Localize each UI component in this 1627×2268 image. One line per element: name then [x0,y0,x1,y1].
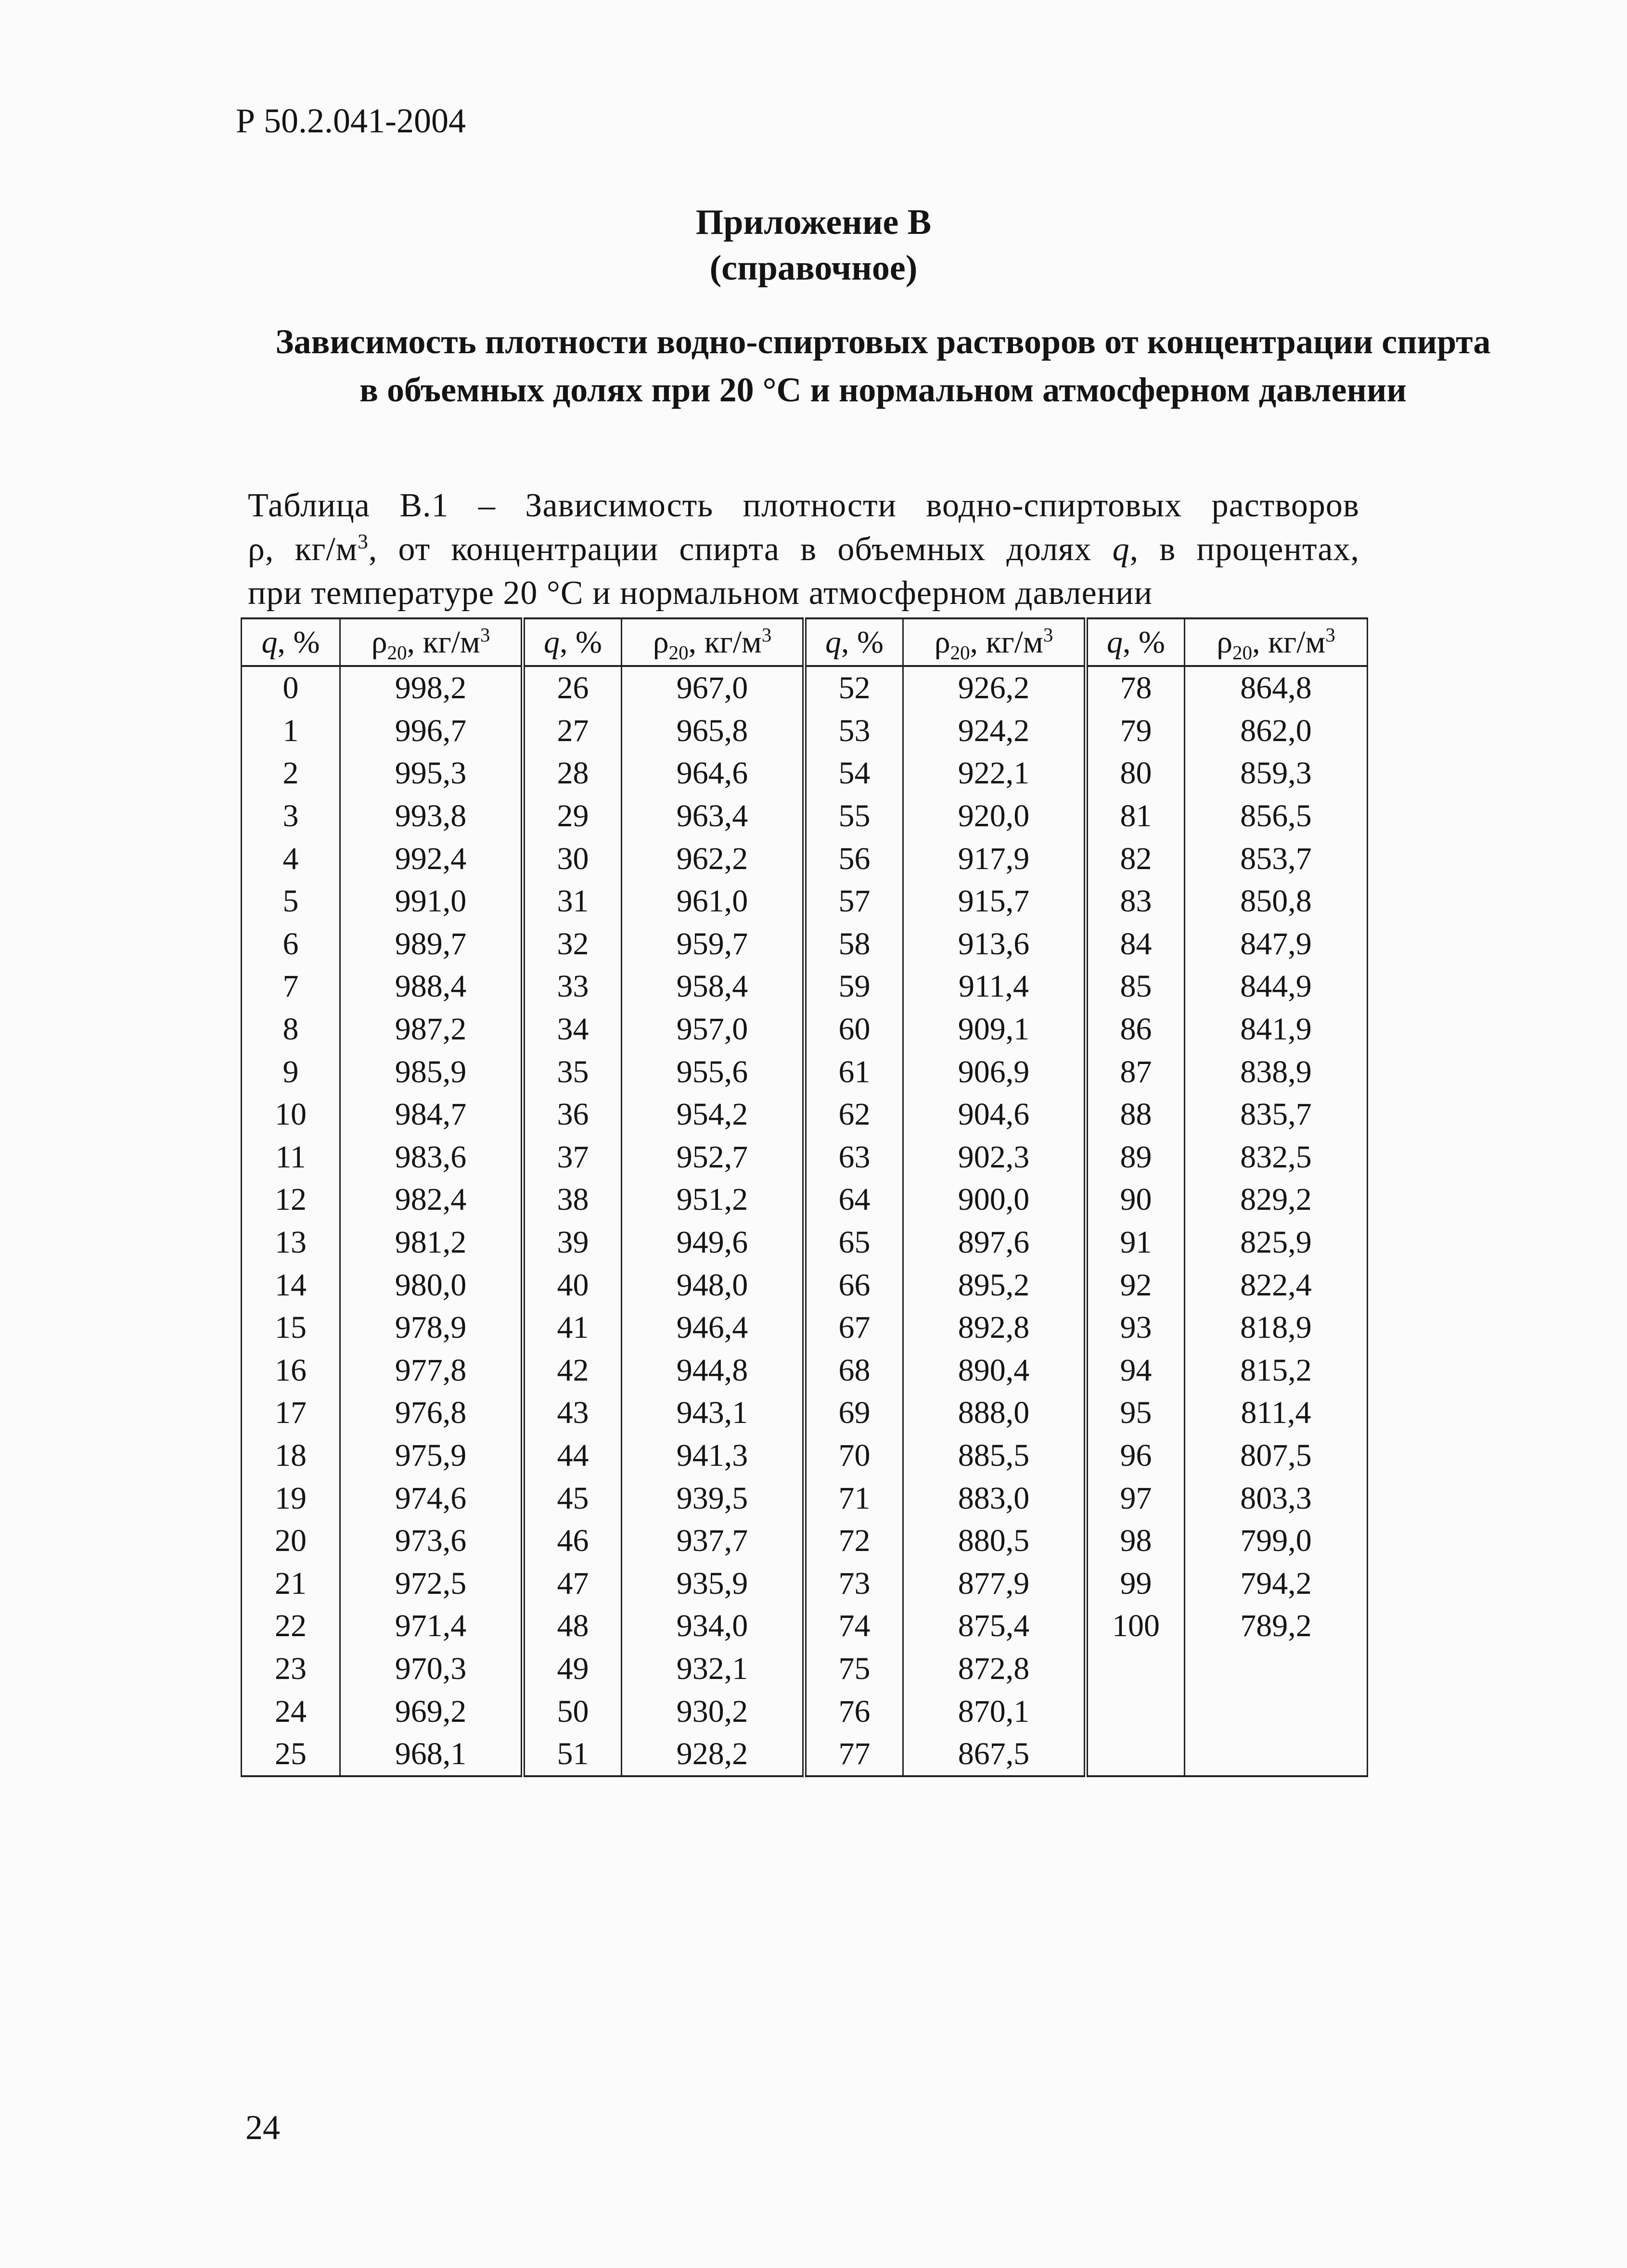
cell-rho: 811,4 [1185,1392,1368,1435]
header-rho-sup: 3 [1043,624,1053,646]
header-rho-unit: , кг/м [407,624,480,660]
caption-rho: ρ, кг/м [248,531,358,568]
header-q-symbol: q [261,624,278,660]
table-row [242,965,1368,1008]
table-row [242,1093,1368,1136]
cell-q [1086,1733,1185,1777]
cell-rho: 967,0 [622,666,805,710]
cell-rho: 841,9 [1185,1008,1368,1051]
cell-q: 63 [805,1136,903,1179]
cell-q: 21 [242,1562,340,1605]
cell-q: 83 [1086,880,1185,923]
cell-rho: 991,0 [340,880,523,923]
header-q-unit: , % [560,624,602,660]
cell-rho: 952,7 [622,1136,805,1179]
cell-rho: 825,9 [1185,1221,1368,1264]
cell-rho: 818,9 [1185,1307,1368,1349]
cell-rho: 993,8 [340,795,523,838]
header-rho-sup: 3 [761,624,772,646]
cell-q: 62 [805,1093,903,1136]
cell-q: 85 [1086,965,1185,1008]
section-title: Зависимость плотности водно-спиртовых растворов от концентрации спирта в объемных долях при 20 °С и нормальном атмосферном давлении [275,322,1491,409]
table-row [242,752,1368,795]
cell-q: 95 [1086,1392,1185,1435]
cell-q: 79 [1086,710,1185,753]
cell-rho: 917,9 [903,837,1086,880]
header-q [1086,618,1185,666]
cell-q: 55 [805,795,903,838]
cell-q: 100 [1086,1605,1185,1648]
table-row [242,1392,1368,1435]
density-table-wrapper [241,617,1367,1777]
cell-q: 48 [523,1605,622,1648]
cell-q: 54 [805,752,903,795]
table-row [242,1605,1368,1648]
table-row [242,1435,1368,1477]
cell-rho: 932,1 [622,1648,805,1691]
cell-q: 92 [1086,1264,1185,1307]
cell-q: 28 [523,752,622,795]
cell-rho: 850,8 [1185,880,1368,923]
table-row [242,1349,1368,1392]
table-row [242,666,1368,710]
cell-q: 29 [523,795,622,838]
cell-rho: 989,7 [340,923,523,966]
table-row [242,1179,1368,1221]
cell-q: 64 [805,1179,903,1221]
cell-q: 50 [523,1690,622,1733]
cell-rho: 829,2 [1185,1179,1368,1221]
cell-rho: 957,0 [622,1008,805,1051]
cell-q: 86 [1086,1008,1185,1051]
header-q-symbol: q [825,624,841,660]
cell-q: 15 [242,1307,340,1349]
cell-q [1086,1648,1185,1691]
table-row [242,1307,1368,1349]
header-rho-sup: 3 [480,624,490,646]
cell-rho: 835,7 [1185,1093,1368,1136]
cell-q: 53 [805,710,903,753]
cell-q: 84 [1086,923,1185,966]
cell-rho: 941,3 [622,1435,805,1477]
cell-rho: 992,4 [340,837,523,880]
cell-q: 56 [805,837,903,880]
cell-rho: 807,5 [1185,1435,1368,1477]
cell-q: 32 [523,923,622,966]
cell-rho: 803,3 [1185,1477,1368,1520]
cell-q: 37 [523,1136,622,1179]
cell-rho: 946,4 [622,1307,805,1349]
header-q-symbol: q [544,624,560,660]
cell-rho: 984,7 [340,1093,523,1136]
cell-rho: 971,4 [340,1605,523,1648]
cell-q: 98 [1086,1520,1185,1563]
table-body [242,666,1368,1776]
header-q [805,618,903,666]
header-rho-sub: 20 [950,641,970,664]
header-rho-unit: , кг/м [688,624,762,660]
cell-rho: 815,2 [1185,1349,1368,1392]
cell-rho [1185,1733,1368,1777]
document-code: Р 50.2.041-2004 [236,102,466,140]
header-q-unit: , % [277,624,320,660]
cell-rho: 872,8 [903,1648,1086,1691]
cell-rho: 890,4 [903,1349,1086,1392]
cell-rho: 847,9 [1185,923,1368,966]
cell-q: 71 [805,1477,903,1520]
cell-rho: 937,7 [622,1520,805,1563]
cell-rho: 856,5 [1185,795,1368,838]
header-rho [903,618,1086,666]
cell-rho: 975,9 [340,1435,523,1477]
cell-rho: 935,9 [622,1562,805,1605]
cell-rho: 926,2 [903,666,1086,710]
cell-rho: 924,2 [903,710,1086,753]
header-q [242,618,340,666]
cell-rho: 985,9 [340,1051,523,1093]
cell-q: 93 [1086,1307,1185,1349]
cell-rho: 875,4 [903,1605,1086,1648]
cell-rho: 965,8 [622,710,805,753]
cell-rho: 822,4 [1185,1264,1368,1307]
cell-rho: 995,3 [340,752,523,795]
cell-q: 2 [242,752,340,795]
cell-q: 60 [805,1008,903,1051]
cell-q: 24 [242,1690,340,1733]
cell-q: 39 [523,1221,622,1264]
cell-q: 51 [523,1733,622,1777]
cell-q: 97 [1086,1477,1185,1520]
header-rho-sub: 20 [387,641,407,664]
cell-rho: 973,6 [340,1520,523,1563]
cell-rho: 951,2 [622,1179,805,1221]
cell-q: 61 [805,1051,903,1093]
cell-rho: 888,0 [903,1392,1086,1435]
cell-q: 36 [523,1093,622,1136]
header-rho-sub: 20 [1232,641,1253,664]
cell-q: 68 [805,1349,903,1392]
cell-q: 0 [242,666,340,710]
cell-q: 12 [242,1179,340,1221]
cell-q: 14 [242,1264,340,1307]
table-row [242,1648,1368,1691]
cell-q: 45 [523,1477,622,1520]
cell-rho: 832,5 [1185,1136,1368,1179]
table-row [242,1221,1368,1264]
header-rho [340,618,523,666]
cell-rho: 789,2 [1185,1605,1368,1648]
cell-q: 27 [523,710,622,753]
cell-rho: 915,7 [903,880,1086,923]
cell-q: 19 [242,1477,340,1520]
cell-q: 16 [242,1349,340,1392]
cell-rho: 909,1 [903,1008,1086,1051]
cell-rho: 996,7 [340,710,523,753]
cell-rho: 980,0 [340,1264,523,1307]
cell-q: 77 [805,1733,903,1777]
cell-q: 8 [242,1008,340,1051]
cell-rho: 885,5 [903,1435,1086,1477]
cell-rho: 799,0 [1185,1520,1368,1563]
cell-q: 52 [805,666,903,710]
cell-q: 25 [242,1733,340,1777]
cell-rho: 981,2 [340,1221,523,1264]
cell-rho: 961,0 [622,880,805,923]
table-row [242,880,1368,923]
cell-rho: 883,0 [903,1477,1086,1520]
header-rho-symbol: ρ [934,624,950,660]
cell-q: 38 [523,1179,622,1221]
cell-q: 3 [242,795,340,838]
cell-rho: 880,5 [903,1520,1086,1563]
cell-q: 17 [242,1392,340,1435]
cell-q: 49 [523,1648,622,1691]
table-row [242,795,1368,838]
cell-q: 40 [523,1264,622,1307]
cell-rho: 864,8 [1185,666,1368,710]
cell-q: 7 [242,965,340,1008]
cell-rho: 892,8 [903,1307,1086,1349]
table-header-row [242,618,1368,666]
header-rho [1185,618,1368,666]
cell-rho: 982,4 [340,1179,523,1221]
cell-q: 78 [1086,666,1185,710]
cell-rho: 987,2 [340,1008,523,1051]
cell-q: 6 [242,923,340,966]
header-rho-symbol: ρ [371,624,387,660]
table-caption [248,484,1359,615]
cell-q: 82 [1086,837,1185,880]
cell-q: 9 [242,1051,340,1093]
cell-rho: 859,3 [1185,752,1368,795]
cell-q: 75 [805,1648,903,1691]
cell-rho: 978,9 [340,1307,523,1349]
cell-rho: 913,6 [903,923,1086,966]
cell-rho: 928,2 [622,1733,805,1777]
cell-q [1086,1690,1185,1733]
cell-q: 42 [523,1349,622,1392]
cell-q: 76 [805,1690,903,1733]
cell-q: 18 [242,1435,340,1477]
cell-rho: 948,0 [622,1264,805,1307]
cell-q: 59 [805,965,903,1008]
cell-rho: 963,4 [622,795,805,838]
caption-line-2 [248,527,1359,571]
cell-q: 43 [523,1392,622,1435]
cell-q: 20 [242,1520,340,1563]
cell-q: 70 [805,1435,903,1477]
cell-q: 35 [523,1051,622,1093]
annex-title: Приложение В [695,203,932,242]
header-rho-symbol: ρ [653,624,669,660]
header-q-symbol: q [1107,624,1123,660]
header-q-unit: , % [841,624,884,660]
cell-q: 34 [523,1008,622,1051]
caption-rho-sup: 3 [358,530,369,553]
table-row [242,1733,1368,1777]
cell-q: 26 [523,666,622,710]
cell-q: 66 [805,1264,903,1307]
cell-q: 1 [242,710,340,753]
cell-q: 96 [1086,1435,1185,1477]
cell-rho: 920,0 [903,795,1086,838]
cell-q: 65 [805,1221,903,1264]
cell-rho: 949,6 [622,1221,805,1264]
cell-q: 89 [1086,1136,1185,1179]
cell-rho: 877,9 [903,1562,1086,1605]
cell-q: 80 [1086,752,1185,795]
cell-rho: 902,3 [903,1136,1086,1179]
table-row [242,1690,1368,1733]
cell-rho: 970,3 [340,1648,523,1691]
density-table [241,617,1368,1777]
cell-rho: 844,9 [1185,965,1368,1008]
table-row [242,1008,1368,1051]
cell-q: 10 [242,1093,340,1136]
annex-subtitle: (справочное) [709,248,918,288]
cell-q: 99 [1086,1562,1185,1605]
cell-q: 41 [523,1307,622,1349]
cell-rho: 983,6 [340,1136,523,1179]
table-row [242,837,1368,880]
cell-rho: 870,1 [903,1690,1086,1733]
cell-rho: 976,8 [340,1392,523,1435]
cell-rho: 943,1 [622,1392,805,1435]
cell-rho: 904,6 [903,1093,1086,1136]
cell-rho: 977,8 [340,1349,523,1392]
cell-q: 87 [1086,1051,1185,1093]
cell-q: 13 [242,1221,340,1264]
table-row [242,1520,1368,1563]
cell-q: 69 [805,1392,903,1435]
cell-q: 31 [523,880,622,923]
cell-rho: 838,9 [1185,1051,1368,1093]
cell-rho: 958,4 [622,965,805,1008]
cell-q: 73 [805,1562,903,1605]
cell-rho: 968,1 [340,1733,523,1777]
cell-q: 33 [523,965,622,1008]
caption-line-3: при температуре 20 °С и нормальном атмосферном давлении [248,575,1153,612]
cell-q: 30 [523,837,622,880]
header-q-unit: , % [1123,624,1165,660]
cell-q: 81 [1086,795,1185,838]
cell-rho: 998,2 [340,666,523,710]
header-rho-unit: , кг/м [970,624,1043,660]
table-row [242,1477,1368,1520]
cell-rho: 900,0 [903,1179,1086,1221]
header-rho-symbol: ρ [1217,624,1233,660]
cell-q: 57 [805,880,903,923]
cell-rho: 862,0 [1185,710,1368,753]
cell-q: 72 [805,1520,903,1563]
cell-q: 88 [1086,1093,1185,1136]
cell-q: 90 [1086,1179,1185,1221]
cell-q: 44 [523,1435,622,1477]
header-q [523,618,622,666]
cell-rho: 911,4 [903,965,1086,1008]
cell-q: 46 [523,1520,622,1563]
header-rho [622,618,805,666]
cell-q: 94 [1086,1349,1185,1392]
header-rho-sup: 3 [1325,624,1335,646]
cell-rho: 955,6 [622,1051,805,1093]
cell-rho [1185,1690,1368,1733]
cell-rho: 964,6 [622,752,805,795]
cell-rho: 972,5 [340,1562,523,1605]
cell-rho: 930,2 [622,1690,805,1733]
cell-rho: 934,0 [622,1605,805,1648]
caption-end: , в процентах, [1129,531,1359,568]
cell-rho: 954,2 [622,1093,805,1136]
caption-line-1: Таблица В.1 – Зависимость плотности водно-спиртовых растворов [248,487,1359,524]
cell-rho: 906,9 [903,1051,1086,1093]
cell-rho: 988,4 [340,965,523,1008]
cell-q: 11 [242,1136,340,1179]
cell-rho: 944,8 [622,1349,805,1392]
cell-q: 91 [1086,1221,1185,1264]
cell-q: 58 [805,923,903,966]
cell-rho: 969,2 [340,1690,523,1733]
table-row [242,1051,1368,1093]
table-row [242,1264,1368,1307]
cell-q: 22 [242,1605,340,1648]
cell-q: 23 [242,1648,340,1691]
cell-rho: 895,2 [903,1264,1086,1307]
table-row [242,1562,1368,1605]
cell-q: 67 [805,1307,903,1349]
cell-rho: 922,1 [903,752,1086,795]
cell-q: 47 [523,1562,622,1605]
caption-middle: , от концентрации спирта в объемных долях [368,531,1113,568]
cell-rho: 959,7 [622,923,805,966]
cell-rho: 939,5 [622,1477,805,1520]
cell-rho [1185,1648,1368,1691]
cell-q: 4 [242,837,340,880]
page-number: 24 [245,2108,280,2147]
cell-q: 5 [242,880,340,923]
cell-rho: 794,2 [1185,1562,1368,1605]
table-row [242,710,1368,753]
cell-rho: 853,7 [1185,837,1368,880]
cell-rho: 962,2 [622,837,805,880]
header-rho-sub: 20 [668,641,689,664]
header-rho-unit: , кг/м [1252,624,1326,660]
cell-q: 74 [805,1605,903,1648]
table-row [242,1136,1368,1179]
table-row [242,923,1368,966]
cell-rho: 974,6 [340,1477,523,1520]
caption-q: q [1112,531,1130,568]
cell-rho: 897,6 [903,1221,1086,1264]
cell-rho: 867,5 [903,1733,1086,1777]
